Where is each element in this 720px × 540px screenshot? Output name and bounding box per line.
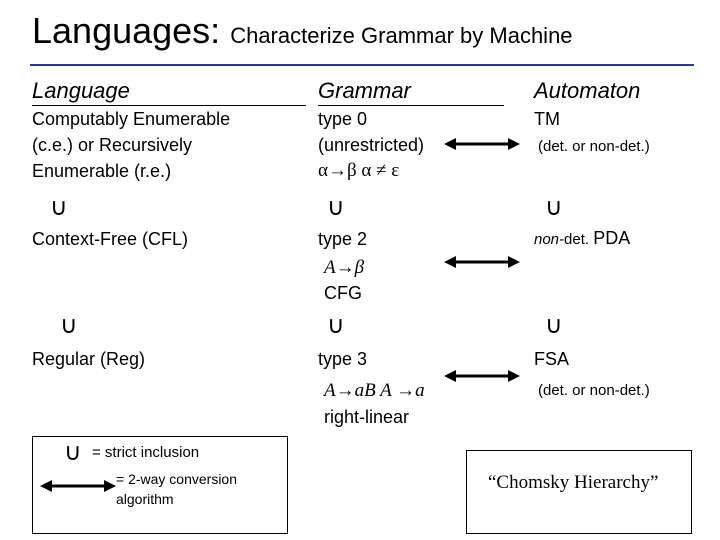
row-cfl-automaton (534, 228, 630, 249)
row-cfl-automaton-prefix: non- (534, 231, 565, 248)
row-cfl-language: Context-Free (CFL) (32, 229, 189, 249)
row-re-language-line: (c.e.) or Recursively (32, 135, 193, 155)
row-re-language-line: Computably Enumerable (32, 109, 231, 129)
header-language: Language (32, 78, 306, 106)
legend-inclusion-text: = strict inclusion (92, 444, 200, 461)
conversion-arrow-icon (444, 368, 520, 384)
row-re-grammar (318, 106, 424, 184)
legend-inclusion-icon: ∪ (64, 439, 82, 466)
row-reg-language: Regular (Reg) (32, 349, 146, 369)
row-reg-automaton: FSA (534, 349, 570, 369)
inclusion-icon: ∪ (545, 194, 563, 221)
row-re-automaton-note: (det. or non-det.) (538, 138, 650, 155)
legend-conversion-line: = 2-way conversion (116, 471, 238, 487)
inclusion-icon: ∪ (327, 312, 345, 339)
row-cfl-grammar: type 2 (318, 229, 368, 249)
row-reg-grammar: type 3 (318, 349, 368, 369)
row-cfl-automaton-main: PDA (593, 228, 631, 248)
inclusion-icon: ∪ (50, 194, 68, 221)
row-cfl-automaton-mid: det. (564, 231, 590, 248)
row-reg-rule: A→aB A →a (324, 380, 425, 401)
row-re-grammar-line: (unrestricted) (318, 135, 425, 155)
legend-conversion-line: algorithm (116, 491, 174, 507)
page-title (32, 10, 573, 52)
title-rule (30, 64, 694, 66)
row-reg-grammar-name: right-linear (324, 407, 410, 427)
title-main: Languages: (32, 10, 221, 51)
row-re-language (32, 106, 230, 184)
row-re-language-line: Enumerable (r.e.) (32, 161, 172, 181)
row-re-grammar-line: type 0 (318, 109, 368, 129)
inclusion-icon: ∪ (545, 312, 563, 339)
row-reg-automaton-note: (det. or non-det.) (538, 382, 650, 399)
row-re-rule: α→β α ≠ ε (318, 160, 400, 181)
row-cfl-rule: A→β (324, 257, 365, 278)
header-automaton: Automaton (534, 78, 641, 103)
inclusion-icon: ∪ (60, 312, 78, 339)
inclusion-icon: ∪ (327, 194, 345, 221)
row-cfl-grammar-name: CFG (324, 283, 362, 303)
conversion-arrow-icon (444, 254, 520, 270)
row-re-automaton: TM (534, 109, 560, 129)
legend-arrow-icon (40, 478, 116, 494)
title-sub: Characterize Grammar by Machine (230, 23, 573, 48)
conversion-arrow-icon (444, 136, 520, 152)
legend-conversion-text (116, 469, 237, 509)
header-grammar: Grammar (318, 78, 504, 106)
chomsky-label: “Chomsky Hierarchy” (488, 472, 659, 493)
